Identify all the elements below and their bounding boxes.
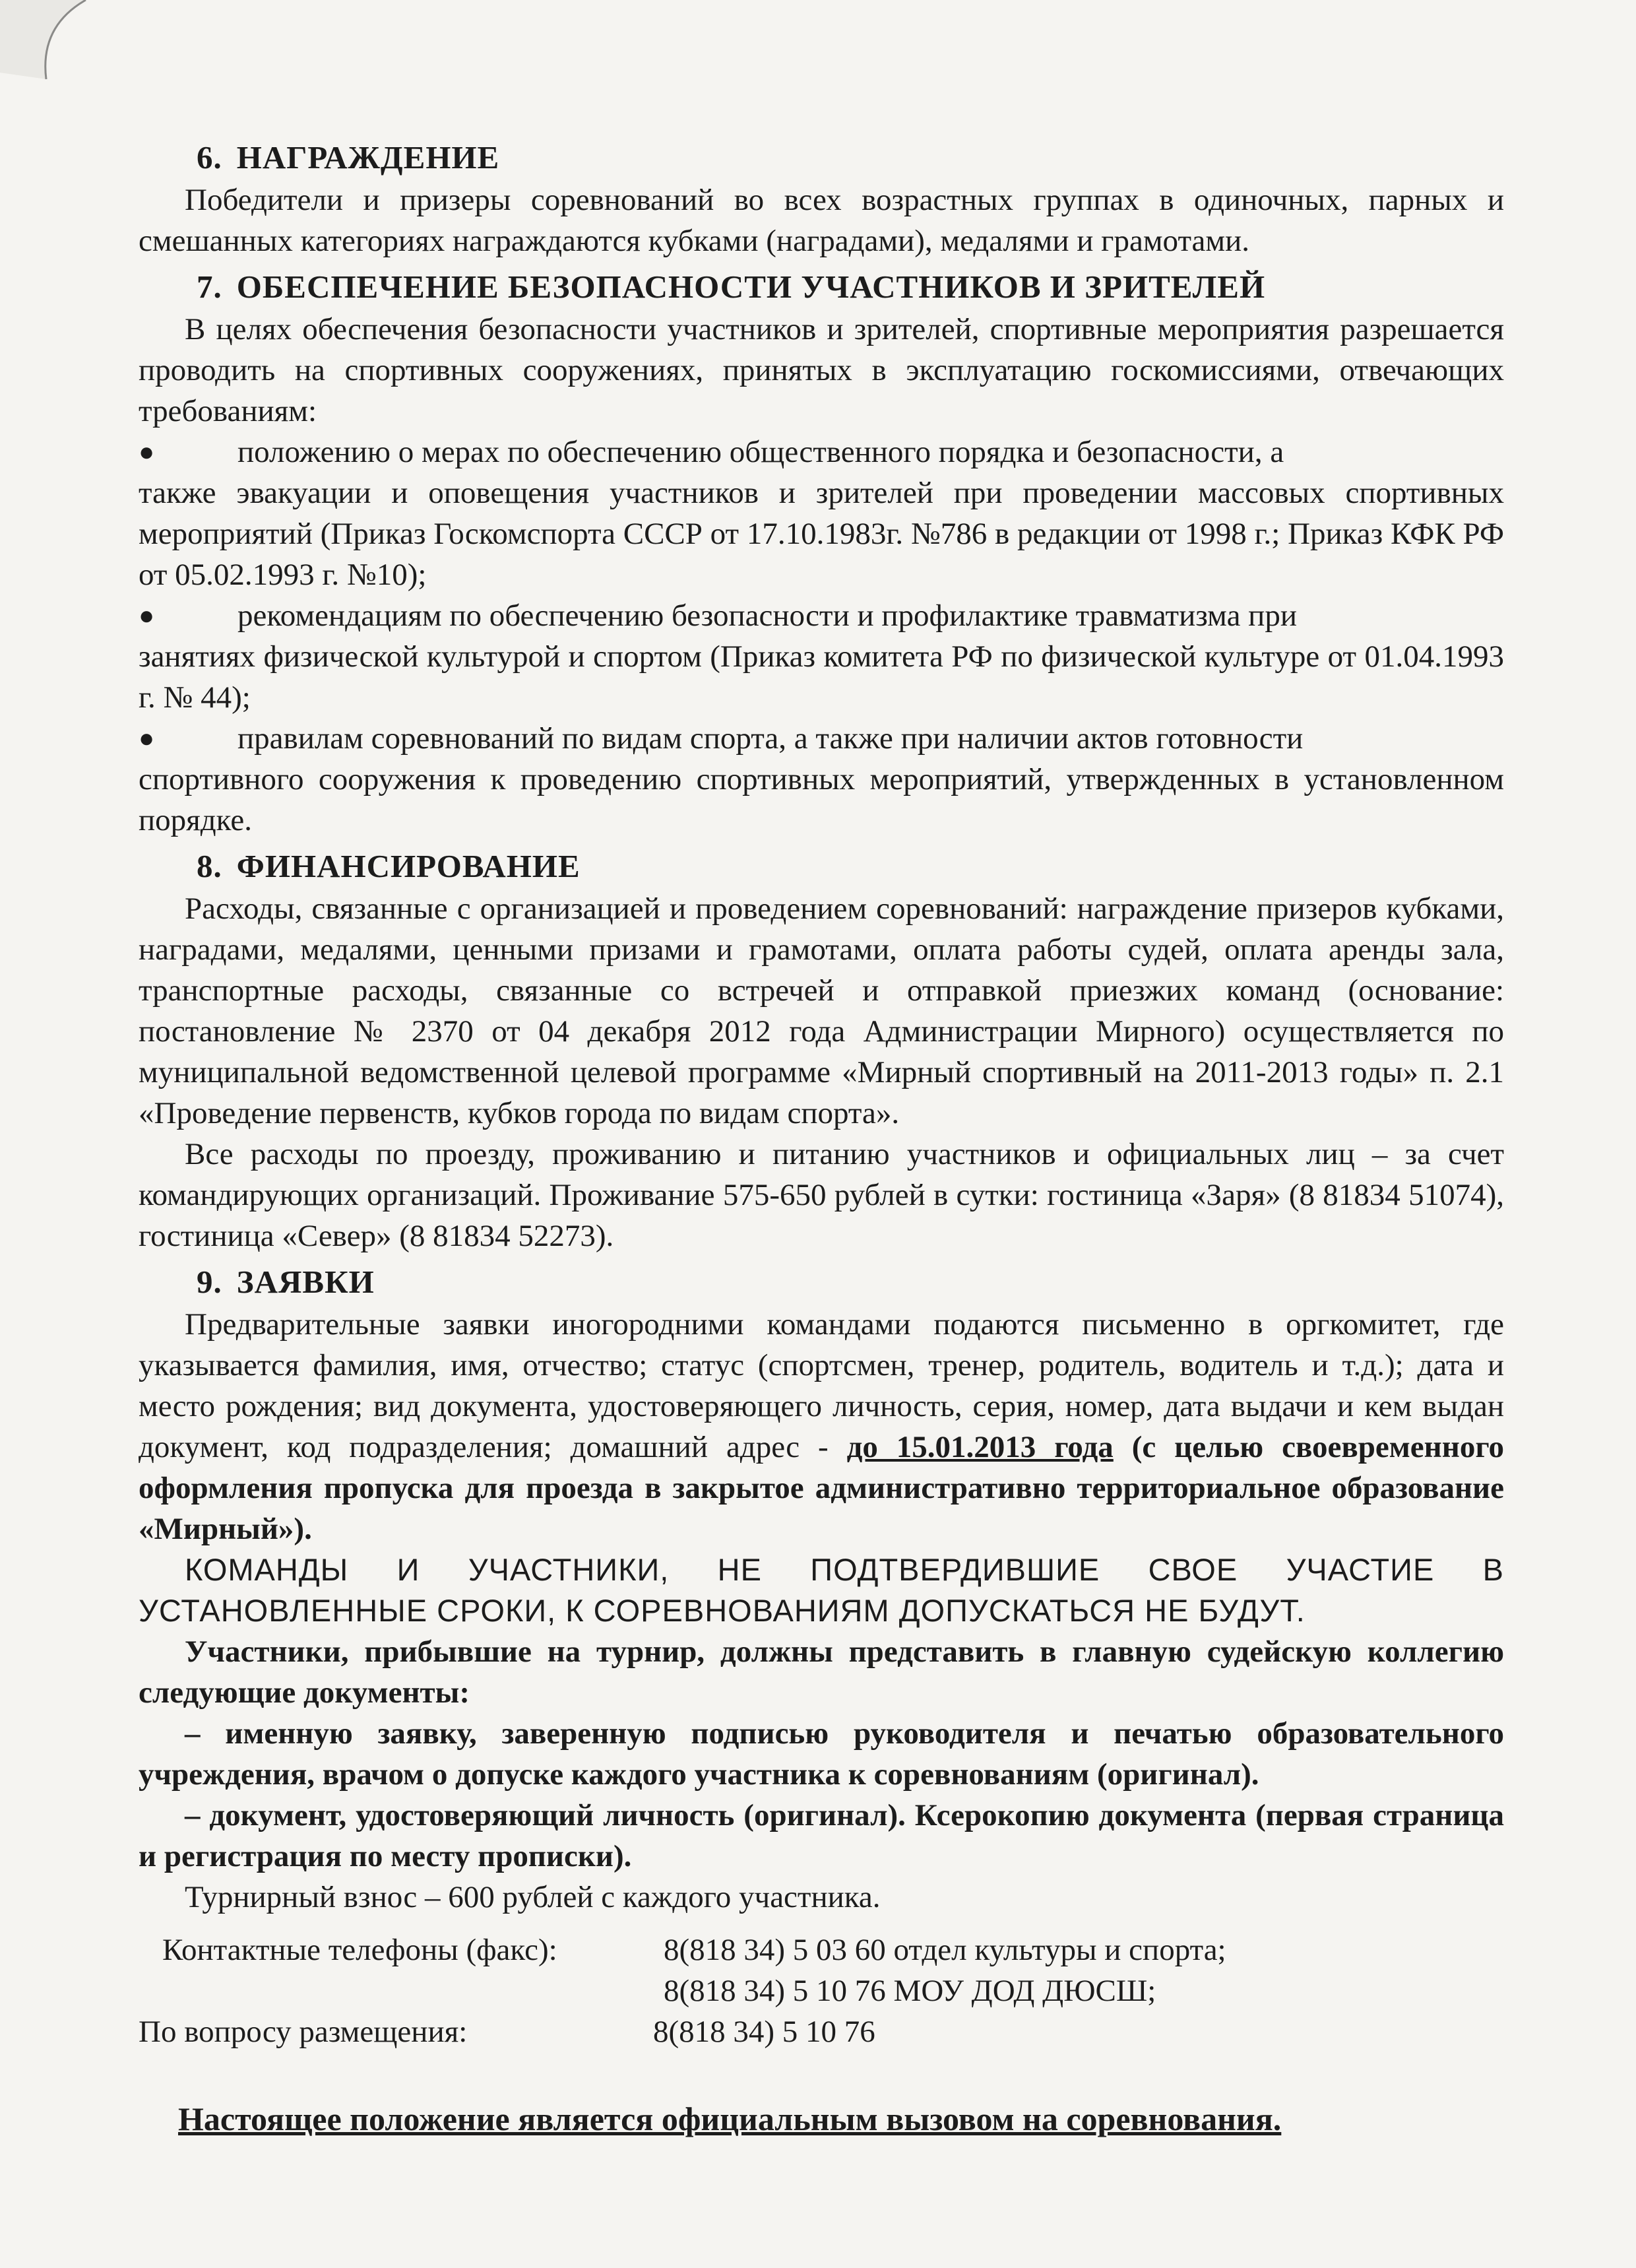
folded-corner [0,0,145,119]
bullet-item [139,595,1504,636]
bullet-item [139,432,1504,472]
section-8-paragraph-2: Все расходы по проезду, проживанию и питанию участников и официальных лиц – за счет командирующих организаций. Проживание 575-650 рублей в сутки: гостиница «Заря» (8 81834 51074), гостиница «Север» (8 81834 52273). [139,1137,1504,1253]
bullet-text: также эвакуации и оповещения участников и зрителей при проведении массовых спортивных мероприятий (Приказ Госкомспорта СССР от 17.10.1983г. №786 в редакции от 1998 г.; Приказ КФК РФ от 05.02.1993 г. №10); [139,476,1504,592]
contacts-block [139,1929,1504,2052]
section-9-paragraph-1 [139,1304,1504,1549]
document-page [139,132,1504,2139]
section-9-title: ЗАЯВКИ [236,1264,375,1300]
section-7-number: 7. [197,269,222,305]
bullet-text: занятиях физической культурой и спортом (Приказ комитета РФ по физической культуре от 01.04.1993 г. № 44); [139,639,1504,715]
bullet-first-line: рекомендациям по обеспечению безопасности и профилактике травматизма при [237,599,1297,633]
warning-notice: КОМАНДЫ И УЧАСТНИКИ, НЕ ПОДТВЕРДИВШИЕ СВОЕ УЧАСТИЕ В УСТАНОВЛЕННЫЕ СРОКИ, К СОРЕВНОВАНИЯМ ДОПУСКАТЬСЯ НЕ БУДУТ. [139,1552,1504,1628]
section-6-heading [197,137,1504,178]
applications-purpose: (с целью своевременного оформления пропуска для проезда в закрытое административно территориальное образование «Мирный»). [139,1430,1504,1546]
accommodation-label: По вопросу размещения: [139,2015,468,2049]
section-6-number: 6. [197,139,222,176]
section-8-heading [197,846,1504,887]
tournament-fee: Турнирный взнос – 600 рублей с каждого участника. [185,1880,881,1914]
bullet-icon: ● [139,600,155,630]
section-6-title: НАГРАЖДЕНИЕ [236,139,500,176]
applications-text: Предварительные заявки иногородними командами подаются письменно в оргкомитет, где указывается фамилия, имя, отчество; статус (спортсмен, тренер, родитель, водитель и т.д.); дата и место рождения; вид документа, удостоверяющего личность, серия, номер, дата выдачи и кем выдан документ, код подразделения; домашний адрес - [139,1307,1504,1464]
phone-number: 8(818 34) 5 10 76 МОУ ДОД ДЮСШ; [664,1974,1156,2008]
official-call-note: Настоящее положение является официальным вызовом на соревнования. [178,2100,1282,2137]
document-requirement-2: – документ, удостоверяющий личность (оригинал). Ксерокопию документа (первая страница и регистрация по месту прописки). [139,1798,1504,1873]
phone-number: 8(818 34) 5 03 60 отдел культуры и спорта; [664,1933,1226,1967]
phone-number: 8(818 34) 5 10 76 [653,2015,875,2049]
bullet-first-line: правилам соревнований по видам спорта, а также при наличии актов готовности [237,721,1304,756]
section-8-paragraph-1: Расходы, связанные с организацией и проведением соревнований: награждение призеров кубками, наградами, медалями, ценными призами и грамотами, оплата работы судей, оплата аренды зала, транспортные расходы, связанные со встречей и отправкой приезжих команд (основание: постановление № 2370 от 04 декабря 2012 года Администрации Мирного) осуществляется по муниципальной ведомственной целевой программе «Мирный спортивный на 2011-2013 годы» п. 2.1 «Проведение первенств, кубков города по видам спорта». [139,891,1504,1130]
contact-row [139,2011,1504,2052]
contact-row [139,1970,1504,2011]
section-9-heading [197,1262,1504,1303]
section-8-number: 8. [197,848,222,884]
bullet-icon: ● [139,723,155,753]
document-requirement-1: – именную заявку, заверенную подписью руководителя и печатью образовательного учреждения, врачом о допуске каждого участника к соревнованиям (оригинал). [139,1716,1504,1792]
section-7-heading [197,267,1504,308]
contacts-label: Контактные телефоны (факс): [162,1933,557,1967]
bullet-text: спортивного сооружения к проведению спортивных мероприятий, утвержденных в установленном порядке. [139,762,1504,837]
contact-row [139,1929,1504,1970]
contacts-spacer [162,1970,664,2011]
section-6-text: Победители и призеры соревнований во всех возрастных группах в одиночных, парных и смешанных категориях награждаются кубками (наградами), медалями и грамотами. [139,183,1504,258]
section-7-intro: В целях обеспечения безопасности участников и зрителей, спортивные мероприятия разрешается проводить на спортивных сооружениях, принятых в эксплуатацию госкомиссиями, отвечающих требованиям: [139,312,1504,428]
bullet-item [139,718,1504,759]
section-9-number: 9. [197,1264,222,1300]
deadline-date: до 15.01.2013 года [846,1430,1114,1464]
section-8-title: ФИНАНСИРОВАНИЕ [236,848,581,884]
section-7-title: ОБЕСПЕЧЕНИЕ БЕЗОПАСНОСТИ УЧАСТНИКОВ И ЗРИТЕЛЕЙ [236,269,1266,305]
bullet-icon: ● [139,437,155,467]
documents-intro: Участники, прибывшие на турнир, должны представить в главную судейскую коллегию следующие документы: [139,1635,1504,1710]
bullet-first-line: положению о мерах по обеспечению общественного порядка и безопасности, а [237,435,1284,469]
